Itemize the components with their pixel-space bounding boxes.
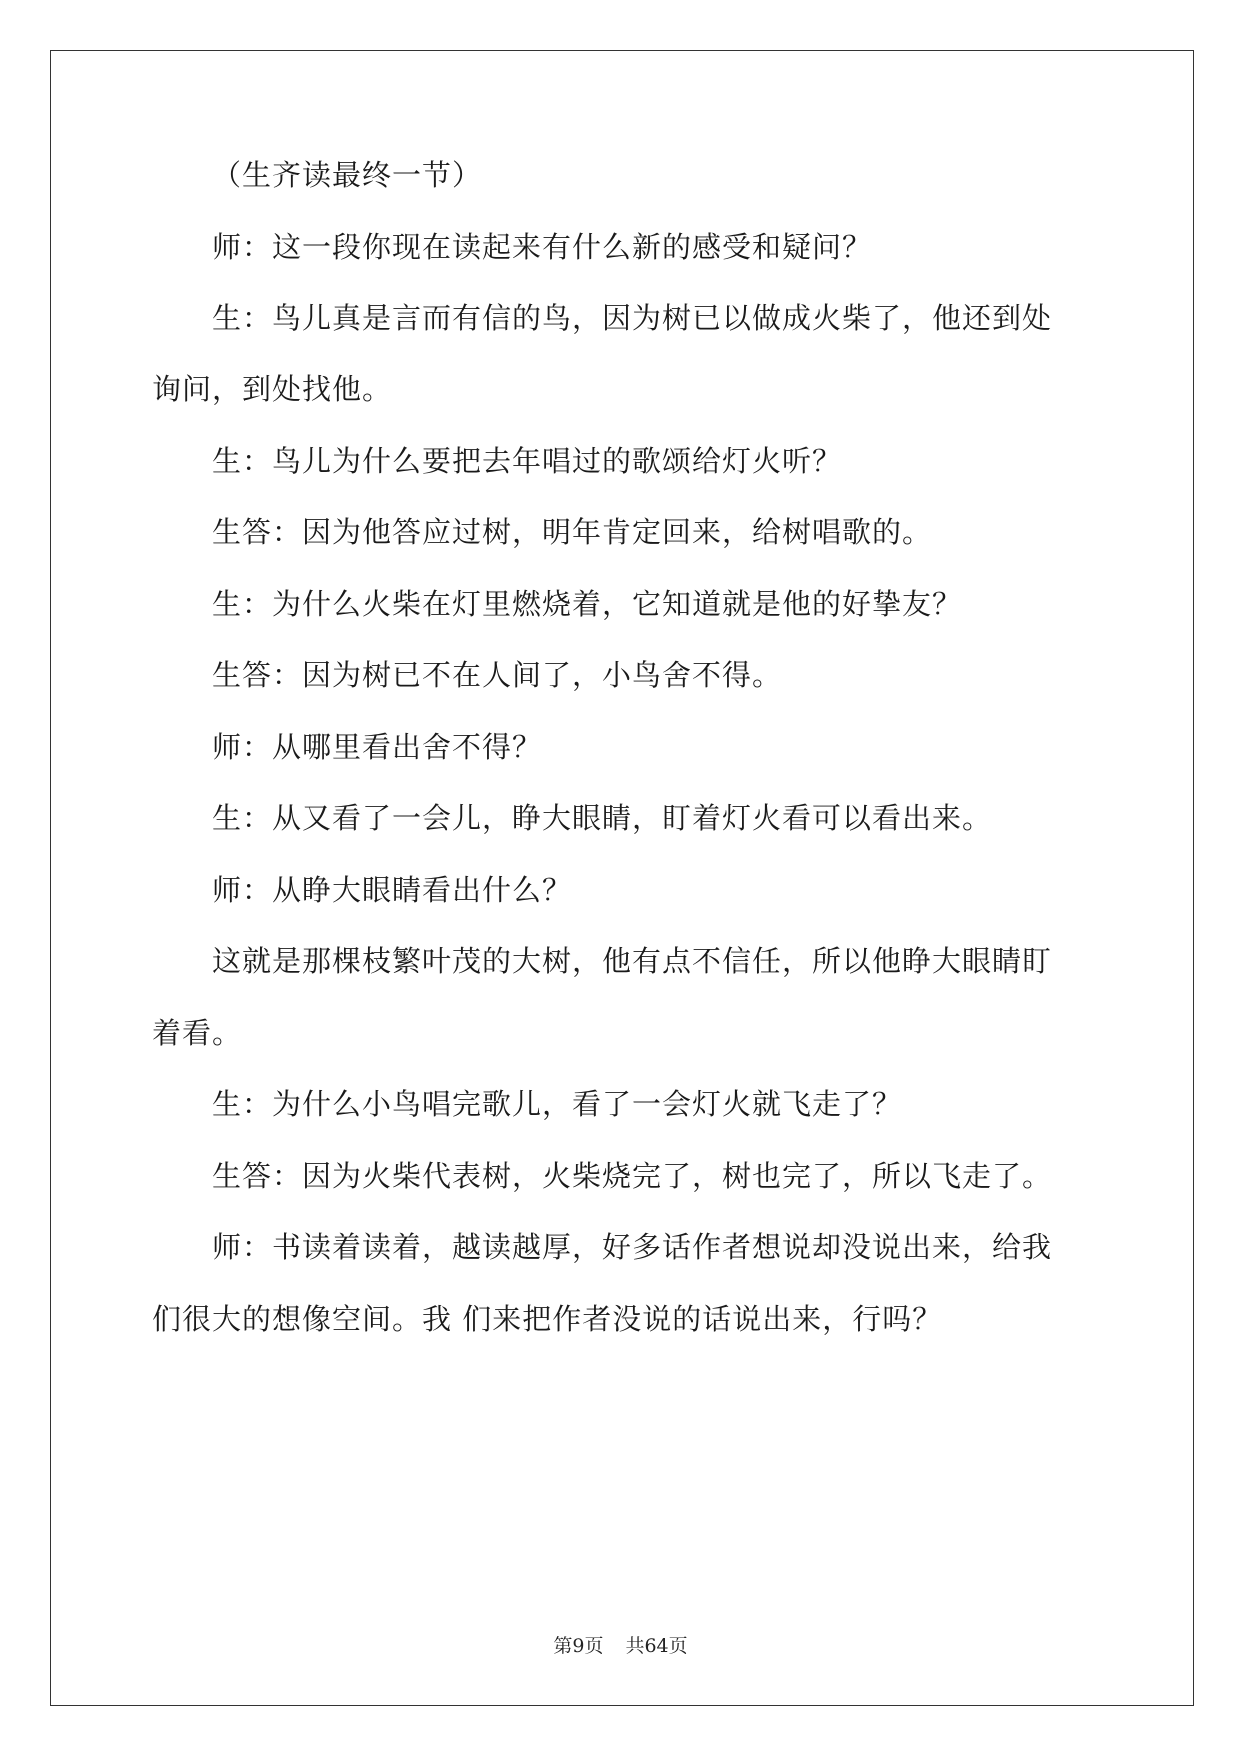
- text-line: 询问，到处找他。: [152, 372, 393, 406]
- text-line: 生：从又看了一会儿，睁大眼睛，盯着灯火看可以看出来。: [212, 801, 993, 835]
- text-line: 们很大的想像空间。我 们来把作者没说的话说出来，行吗？: [152, 1302, 943, 1336]
- page-number: 第9页: [553, 1635, 604, 1657]
- page-total: 共64页: [625, 1635, 688, 1657]
- text-line: 生：为什么火柴在灯里燃烧着，它知道就是他的好挚友？: [212, 587, 963, 621]
- text-line: 师：从哪里看出舍不得？: [212, 730, 543, 764]
- text-line: 师：从睁大眼睛看出什么？: [212, 873, 573, 907]
- text-line: 这就是那棵枝繁叶茂的大树，他有点不信任，所以他睁大眼睛盯: [212, 944, 1053, 978]
- text-line: （生齐读最终一节）: [212, 158, 483, 192]
- text-line: 师：书读着读着，越读越厚，好多话作者想说却没说出来，给我: [212, 1230, 1053, 1264]
- text-line: 师：这一段你现在读起来有什么新的感受和疑问？: [212, 230, 873, 264]
- text-line: 生：鸟儿真是言而有信的鸟，因为树已以做成火柴了，他还到处: [212, 301, 1053, 335]
- text-line: 生答：因为他答应过树，明年肯定回来，给树唱歌的。: [212, 515, 933, 549]
- page-footer: [0, 1631, 1241, 1658]
- text-line: 生答：因为树已不在人间了，小鸟舍不得。: [212, 658, 783, 692]
- text-line: 生答：因为火柴代表树，火柴烧完了，树也完了，所以飞走了。: [212, 1159, 1053, 1193]
- text-line: 生：鸟儿为什么要把去年唱过的歌颂给灯火听？: [212, 444, 843, 478]
- text-line: 着看。: [152, 1016, 243, 1050]
- text-line: 生：为什么小鸟唱完歌儿，看了一会灯火就飞走了？: [212, 1087, 903, 1121]
